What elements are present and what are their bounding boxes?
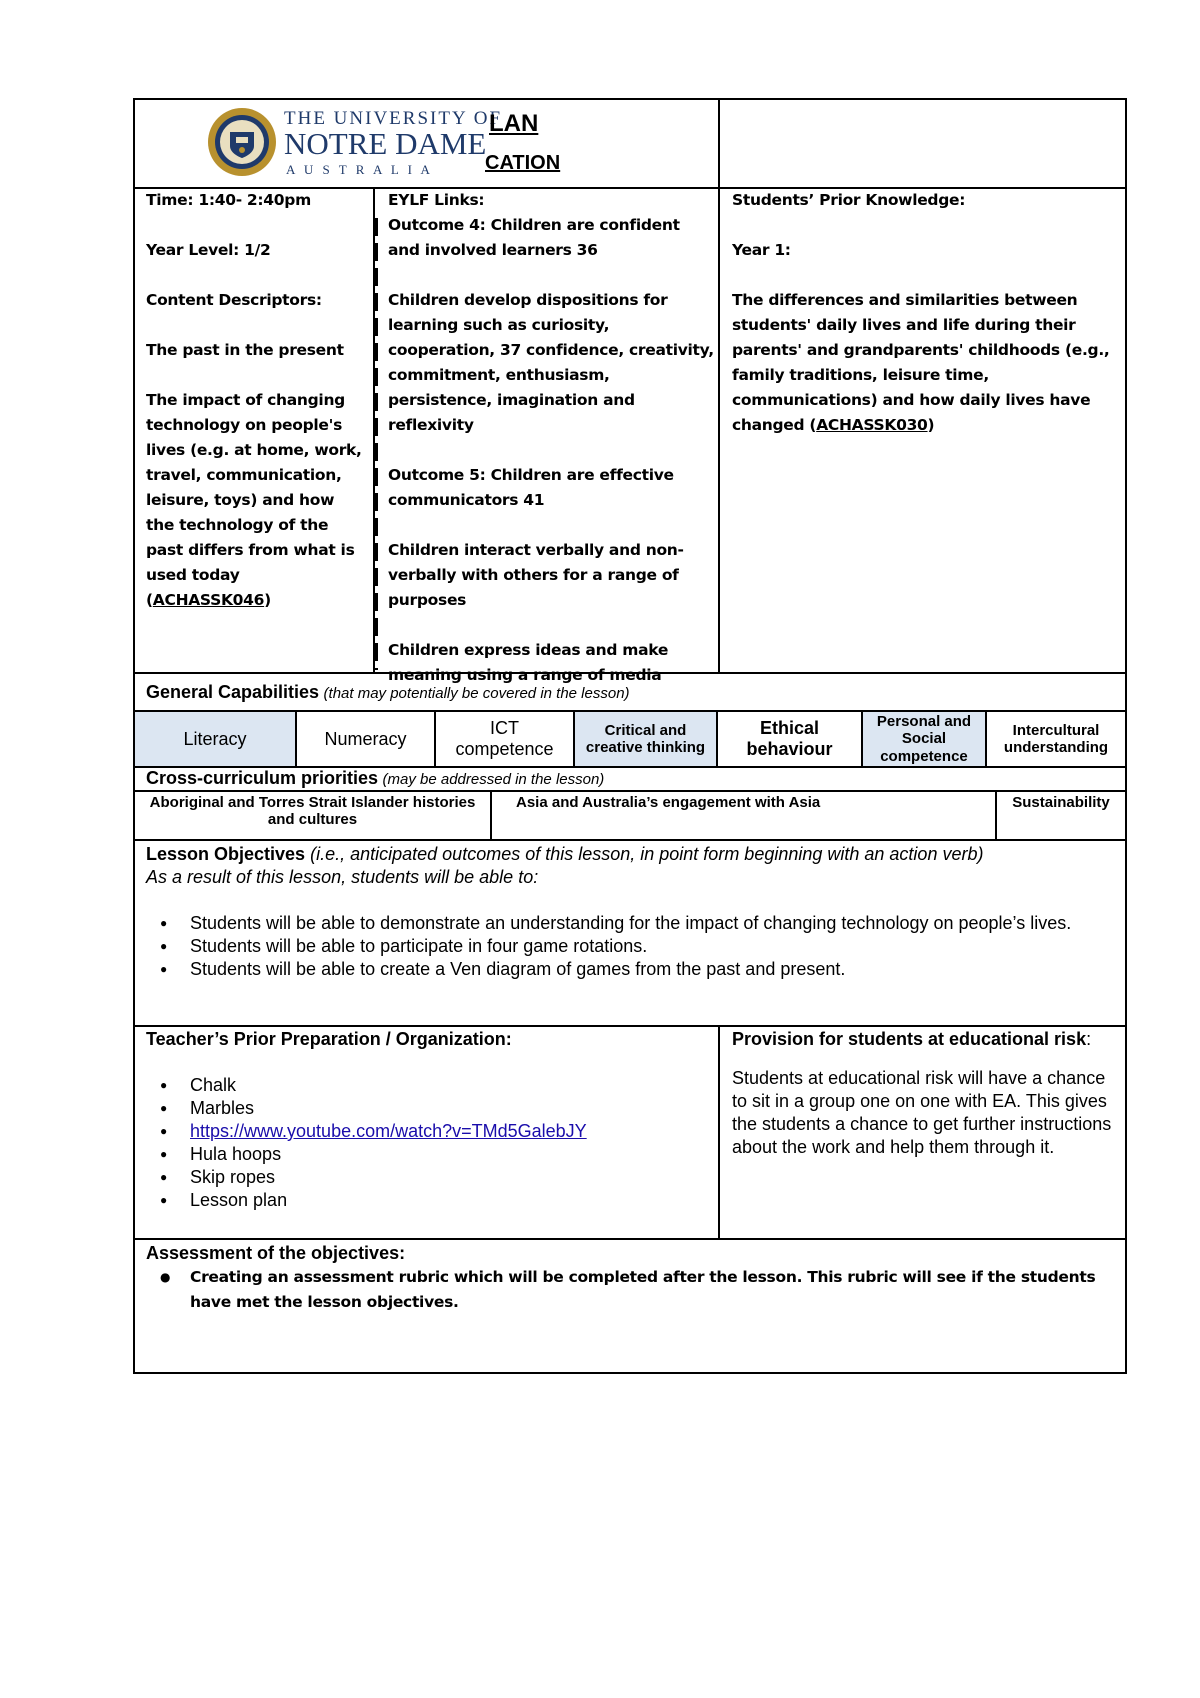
capability-ethical: Ethical behaviour [746,718,833,759]
prior-knowledge-label: Students’ Prior Knowledge: [732,191,966,209]
capability-personal-social: Personal and Social competence [863,712,985,766]
right-column [732,188,1120,438]
provision-text: Students at educational risk will have a chance to sit in a group one on one with EA. This gives the students a chance to get further instructions about the work and help them through it. [732,1068,1112,1157]
eylf-links-label: EYLF Links: [388,191,485,209]
rule [716,712,718,766]
assessment-heading: Assessment of the objectives: [146,1243,406,1263]
rule [295,712,297,766]
university-logo [206,106,503,180]
capability-literacy: Literacy [135,712,295,766]
list-item: ● Students will be able to create a Ven diagram of games from the past and present. [116,958,1116,981]
priority-sustainability: Sustainability [1012,794,1110,811]
year-1-label: Year 1: [732,241,791,259]
rule [718,1025,720,1240]
objectives-list [116,912,1116,981]
rule [718,98,720,674]
cross-curriculum-heading: Cross-curriculum priorities (may be addressed in the lesson) [146,768,605,788]
lesson-objectives-section [146,843,1116,981]
descriptor-code-link[interactable]: ACHASSK046 [152,591,265,609]
priority-asia: Asia and Australia’s engagement with Asia [516,794,821,811]
general-capabilities-heading: General Capabilities (that may potentially be covered in the lesson) [146,682,630,702]
capability-numeracy: Numeracy [324,728,407,749]
list-item: ● Creating an assessment rubric which will be completed after the lesson. This rubric will see if the students have met the lesson objectives. [116,1265,1116,1315]
differences-text: The differences and similarities between students' daily lives and life during their parents' and grandparents' childhoods (e.g., family traditions, leisure time, communications) and how daily lives have changed (ACHASSK030) [732,291,1110,434]
lesson-objectives-heading: Lesson Objectives (i.e., anticipated outcomes of this lesson, in point form beginning with an action verb) [146,844,984,864]
preparation-heading: Teacher’s Prior Preparation / Organization: [146,1029,512,1049]
middle-column [388,188,714,688]
priority-aboriginal: Aboriginal and Torres Strait Islander histories and cultures [149,794,476,829]
list-item: ● Students will be able to demonstrate an understanding for the impact of changing technology on people’s lives. [116,912,1116,935]
logo-line-3: A U S T R A L I A [286,162,433,177]
capability-intercultural: Intercultural understanding [1003,721,1109,756]
lesson-objectives-intro: As a result of this lesson, students will be able to: [146,867,539,887]
rule [573,712,575,766]
list-item: ● Students will be able to participate in four game rotations. [116,935,1116,958]
express-text: Children express ideas and make meaning using a range of media [388,641,669,684]
rule [133,1238,1127,1240]
eylf-marker [375,218,378,670]
outcome-5: Outcome 5: Children are effective communicators 41 [388,466,674,509]
rule [995,792,997,839]
capability-ict: ICT competence [455,718,554,759]
youtube-link[interactable]: https://www.youtube.com/watch?v=TMd5GalebJY [190,1121,587,1141]
cross-curriculum-row [135,792,1125,839]
prior-code-link[interactable]: ACHASSK030 [816,416,928,434]
preparation-list [116,1074,711,1212]
rule [985,712,987,766]
outcome-4: Outcome 4: Children are confident and involved learners 36 [388,216,680,259]
list-item: ● Chalk [116,1074,711,1097]
rule [133,839,1127,841]
rule [861,712,863,766]
dispositions: Children develop dispositions for learning such as curiosity, cooperation, 37 confidence, creativity, commitment, enthusiasm, persistence, imagination and reflexivity [388,291,714,434]
rule [133,1025,1127,1027]
list-item: ● Skip ropes [116,1166,711,1189]
content-descriptors-label: Content Descriptors: [146,291,322,309]
capabilities-row [135,712,1125,766]
capability-critical-thinking: Critical and creative thinking [575,712,716,766]
header-title-fragment-1: LAN [489,110,539,137]
year-level-label: Year Level: 1/2 [146,241,271,259]
assessment-section [146,1242,1116,1315]
logo-line-1: THE UNIVERSITY OF [284,108,503,129]
rule [434,712,436,766]
list-item: ● Lesson plan [116,1189,711,1212]
crest-icon [206,106,282,180]
time-label: Time: 1:40- 2:40pm [146,191,311,209]
left-column [146,188,366,613]
provision-section [732,1028,1120,1159]
preparation-section [146,1028,711,1212]
past-in-present: The past in the present [146,341,344,359]
rule [490,792,492,839]
assessment-list [116,1265,1116,1315]
list-item [116,1120,711,1143]
interact-text: Children interact verbally and non-verbally with others for a range of purposes [388,541,684,609]
logo-line-2: NOTRE DAME [284,126,487,161]
header-title-fragment-2: CATION [485,152,561,174]
provision-heading: Provision for students at educational risk: [732,1029,1092,1049]
impact-descriptor: The impact of changing technology on people's lives (e.g. at home, work, travel, communication, leisure, toys) and how the technology of the past differs from what is used today (ACHASSK046) [146,391,362,609]
list-item: ● Hula hoops [116,1143,711,1166]
list-item: ● Marbles [116,1097,711,1120]
